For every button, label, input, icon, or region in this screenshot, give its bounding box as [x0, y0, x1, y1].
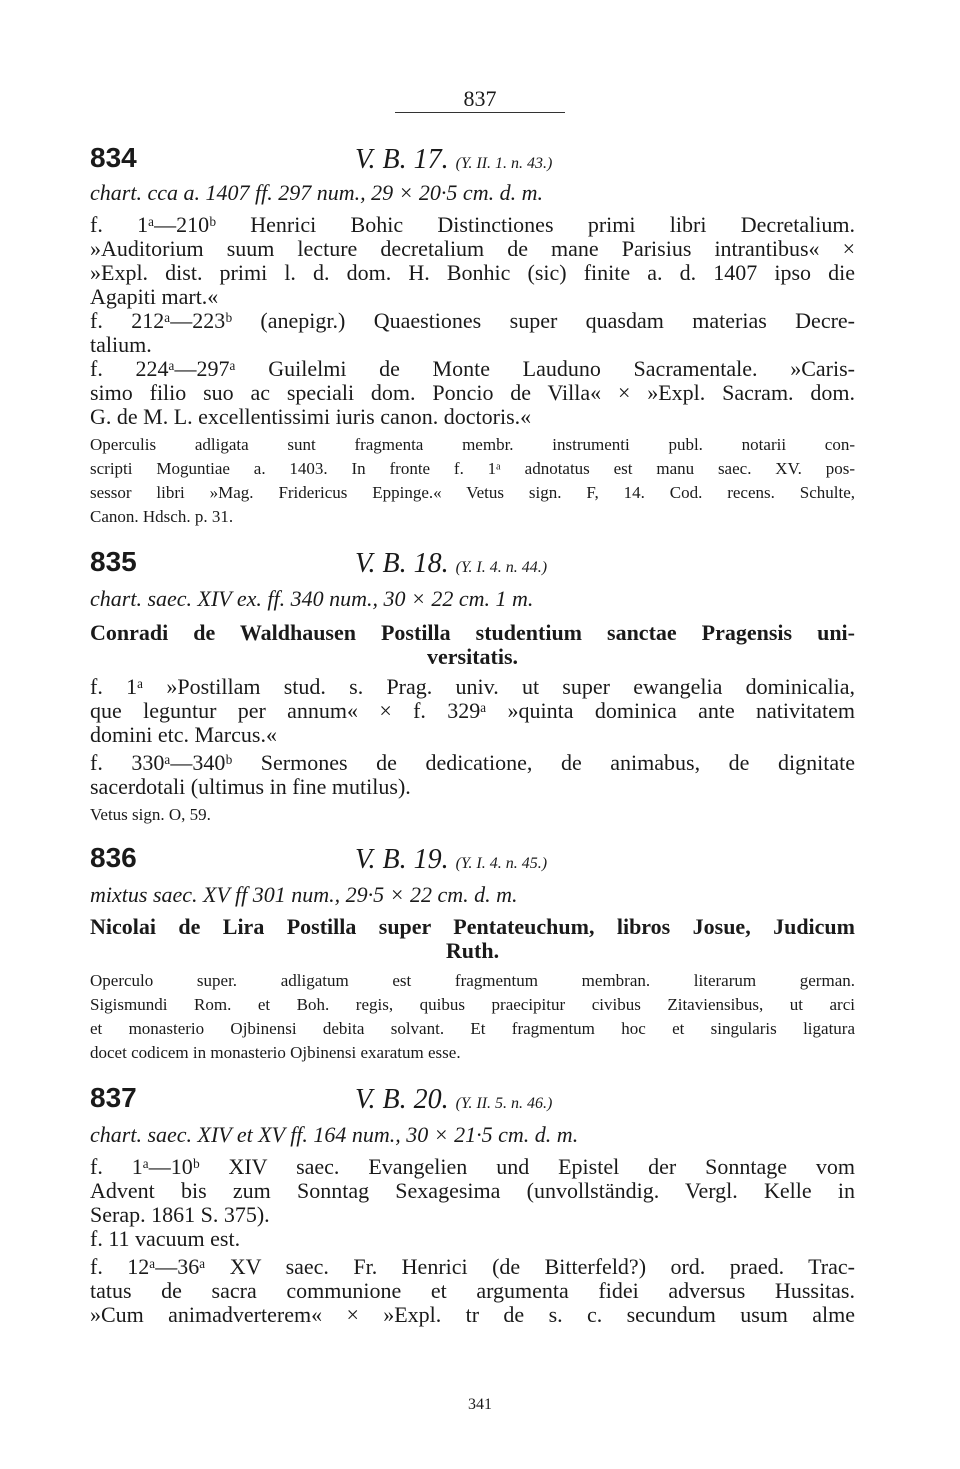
text-line: talium.	[90, 332, 152, 357]
note-line: Operculis adligata sunt fragmenta membr. instrumenti publ. notarii con-	[90, 435, 855, 454]
old-reference: (Y. II. 5. n. 46.)	[455, 1095, 553, 1112]
text-line: »Auditorium suum lecture decretalium de mane Parisius intrantibus« ×	[90, 236, 855, 261]
entry-number: 836	[90, 842, 137, 873]
entry-number: 835	[90, 546, 137, 577]
physical-description: chart. saec. XIV ex. ff. 340 num., 30 × 22 cm. 1 m.	[90, 586, 534, 611]
text-line: domini etc. Marcus.«	[90, 722, 277, 747]
text-line: Serap. 1861 S. 375).	[90, 1202, 270, 1227]
old-reference: (Y. II. 1. n. 43.)	[455, 155, 553, 172]
text-line: f. 330ᵃ—340ᵇ Sermones de dedicatione, de animabus, de dignitate	[90, 750, 855, 775]
note-line: sessor libri »Mag. Fridericus Eppinge.« Vetus sign. F, 14. Cod. recens. Schulte,	[90, 483, 855, 502]
signature-text: V. B. 19.	[355, 844, 449, 875]
physical-description: chart. saec. XIV et XV ff. 164 num., 30 × 21·5 cm. d. m.	[90, 1122, 579, 1147]
text-line: que leguntur per annum« × f. 329ᵃ »quinta dominica ante nativitatem	[90, 698, 855, 723]
text-line: »Cum animadverterem« × »Expl. tr de s. c. secundum usum alme	[90, 1302, 855, 1327]
text-line: tatus de sacra communione et argumenta fidei adversus Hussitas.	[90, 1278, 855, 1303]
entry-number: 834	[90, 142, 137, 173]
note-line: et monasterio Ojbinensi debita solvant. Et fragmentum hoc et singularis ligatura	[90, 1019, 855, 1038]
running-page-number: 837	[463, 86, 497, 111]
text-line: f. 212ᵃ—223ᵇ (anepigr.) Quaestiones super quasdam materias Decre-	[90, 308, 855, 333]
text-line: »Expl. dist. primi l. d. dom. H. Bonhic (sic) finite a. d. 1407 ipso die	[90, 260, 855, 285]
note-line: Sigismundi Rom. et Boh. regis, quibus praecipitur civibus Zitaviensibus, ut arci	[90, 995, 855, 1014]
title-line: Ruth.	[445, 938, 500, 963]
text-line: simo filio suo ac speciali dom. Poncio de Villa« × »Expl. Sacram. dom.	[90, 380, 855, 405]
physical-description: chart. cca a. 1407 ff. 297 num., 29 × 20·5 cm. d. m.	[90, 180, 543, 205]
signature-text: V. B. 17.	[355, 144, 449, 175]
signature-text: V. B. 18.	[355, 548, 449, 579]
header-rule	[395, 112, 565, 113]
text-line: Agapiti mart.«	[90, 284, 219, 309]
note-line: docet codicem in monasterio Ojbinensi exaratum esse.	[90, 1043, 461, 1062]
note-line: Canon. Hdsch. p. 31.	[90, 507, 234, 526]
note-line: Operculo super. adligatum est fragmentum membran. literarum german.	[90, 971, 855, 990]
title-line: versitatis.	[426, 644, 519, 669]
entry-signature	[355, 1084, 552, 1116]
entry-number: 837	[90, 1082, 137, 1113]
note-line: scripti Moguntiae a. 1403. In fronte f. 1ᵃ adnotatus est manu saec. XV. pos-	[90, 459, 855, 478]
title-line: Conradi de Waldhausen Postilla studentium sanctae Pragensis uni-	[90, 620, 855, 645]
note-line: Vetus sign. O, 59.	[90, 805, 211, 824]
footer-page-number: 341	[468, 1396, 492, 1413]
text-line: f. 12ᵃ—36ᵃ XV saec. Fr. Henrici (de Bitterfeld?) ord. praed. Trac-	[90, 1254, 855, 1279]
old-reference: (Y. I. 4. n. 44.)	[455, 559, 548, 576]
title-line: Nicolai de Lira Postilla super Pentateuchum, libros Josue, Judicum	[90, 914, 855, 939]
entry-signature	[355, 844, 547, 876]
text-line: sacerdotali (ultimus in fine mutilus).	[90, 774, 411, 799]
signature-text: V. B. 20.	[355, 1084, 449, 1115]
entry-signature	[355, 548, 547, 580]
text-line: f. 1ᵃ—210ᵇ Henrici Bohic Distinctiones primi libri Decretalium.	[90, 212, 855, 237]
text-line: G. de M. L. excellentissimi iuris canon. doctoris.«	[90, 404, 532, 429]
text-line: f. 224ᵃ—297ᵃ Guilelmi de Monte Lauduno Sacramentale. »Caris-	[90, 356, 855, 381]
entry-signature	[355, 144, 552, 176]
text-line: f. 11 vacuum est.	[90, 1226, 241, 1251]
text-line: Advent bis zum Sonntag Sexagesima (unvollständig. Vergl. Kelle in	[90, 1178, 855, 1203]
physical-description: mixtus saec. XV ff 301 num., 29·5 × 22 cm. d. m.	[90, 882, 518, 907]
text-line: f. 1ᵃ—10ᵇ XIV saec. Evangelien und Epistel der Sonntage vom	[90, 1154, 855, 1179]
text-line: f. 1ᵃ »Postillam stud. s. Prag. univ. ut super ewangelia dominicalia,	[90, 674, 855, 699]
old-reference: (Y. I. 4. n. 45.)	[455, 855, 548, 872]
